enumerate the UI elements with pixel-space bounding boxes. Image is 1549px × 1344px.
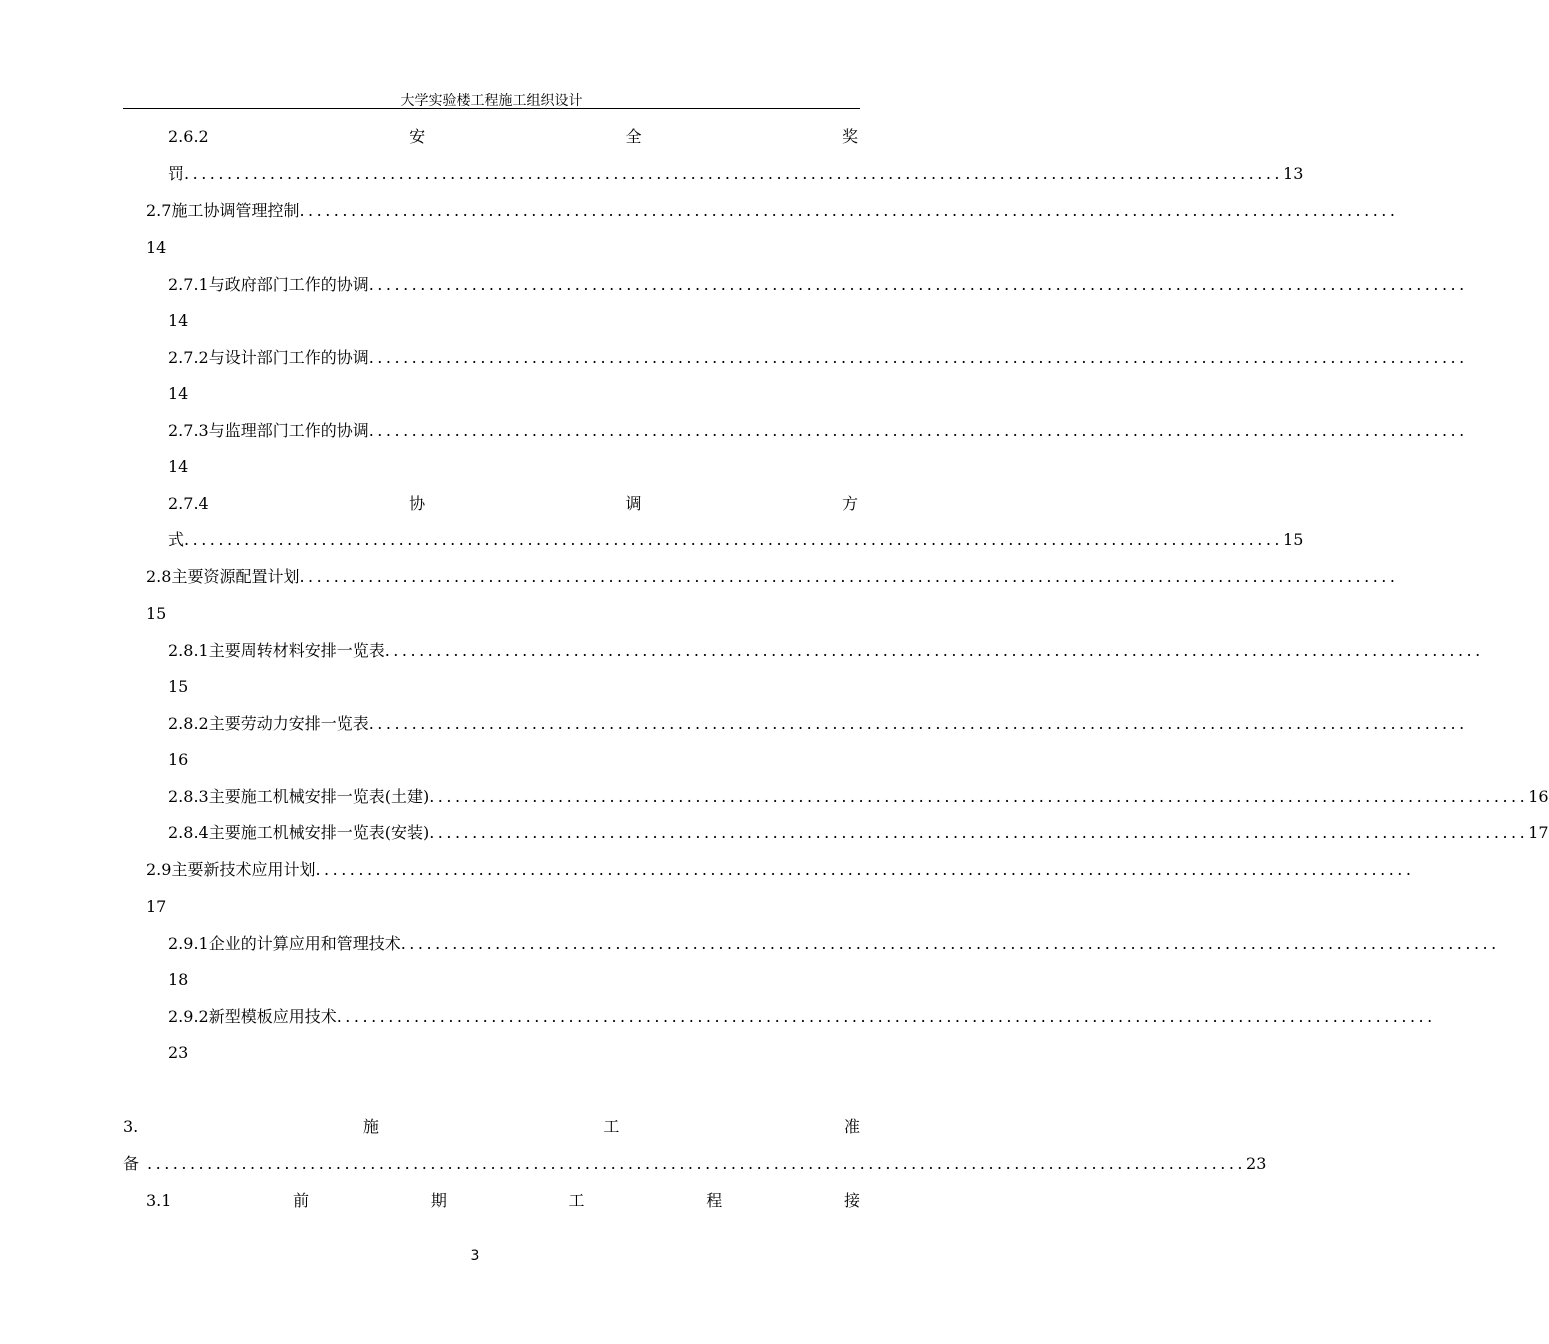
toc-char: 全 (625, 127, 642, 146)
toc-entry-2-9-2[interactable] (168, 1006, 1436, 1028)
toc-char: 期 (430, 1191, 447, 1210)
header-rule (123, 108, 860, 109)
toc-page-number: 16 (168, 750, 189, 769)
toc-label: 2.8.3主要施工机械安排一览表(土建) (168, 787, 430, 806)
toc-entry-2-7[interactable] (146, 200, 1399, 222)
toc-entry-2-7-2[interactable] (168, 347, 1468, 369)
footer-page-number: 3 (470, 1248, 480, 1264)
toc-label: 2.9.1企业的计算应用和管理技术 (168, 934, 401, 953)
toc-label: 2.7.3与监理部门工作的协调 (168, 421, 369, 440)
toc-page-number: 15 (146, 604, 167, 623)
toc-leader: ................................................................................................................................ (336, 1007, 1436, 1026)
toc-entry-2-8[interactable] (146, 566, 1399, 588)
toc-page-number: 14 (146, 238, 167, 257)
toc-entry-3-1[interactable] (146, 1190, 860, 1212)
toc-entry-3-cont[interactable] (123, 1153, 1267, 1175)
toc-leader: ................................................................................................................................ (429, 823, 1529, 842)
toc-label: 2.7.2与设计部门工作的协调 (168, 348, 369, 367)
page-header-title: 大学实验楼工程施工组织设计 (400, 93, 583, 109)
toc-page-number: 17 (146, 897, 167, 916)
toc-page-number: 14 (168, 311, 189, 330)
toc-label: 备 (123, 1154, 140, 1173)
toc-label: 2.7施工协调管理控制 (146, 201, 300, 220)
toc-char: 调 (625, 494, 642, 513)
toc-leader: ................................................................................................................................ (368, 421, 1468, 440)
toc-entry-2-6-2-cont[interactable] (168, 163, 1304, 185)
toc-entry-2-7-4[interactable] (168, 493, 858, 515)
toc-label: 式 (168, 530, 185, 549)
toc-leader: ................................................................................................................................ (429, 787, 1529, 806)
toc-label: 2.8.1主要周转材料安排一览表 (168, 641, 385, 660)
toc-char: 协 (409, 494, 426, 513)
toc-char: 奖 (841, 127, 858, 146)
toc-leader: ................................................................................................................................ (299, 567, 1399, 586)
toc-char: 施 (362, 1117, 379, 1136)
toc-leader: ................................................................................................................................ (299, 201, 1399, 220)
toc-entry-2-8-2[interactable] (168, 713, 1468, 735)
toc-char: 前 (293, 1191, 310, 1210)
toc-entry-2-9[interactable] (146, 859, 1415, 881)
toc-char: 工 (568, 1191, 585, 1210)
toc-entry-2-7-4-cont[interactable] (168, 529, 1304, 551)
toc-entry-2-8-3[interactable] (168, 786, 1549, 808)
toc-leader: ................................................................................................................................ (315, 860, 1415, 879)
toc-leader: ................................................................................................................................ (184, 164, 1284, 183)
toc-page-number: 23 (1246, 1154, 1267, 1173)
toc-entry-2-7-3[interactable] (168, 420, 1468, 442)
toc-leader: ................................................................................................................................ (147, 1154, 1247, 1173)
toc-entry-3[interactable] (123, 1116, 860, 1138)
toc-number: 2.6.2 (168, 127, 209, 146)
toc-label: 2.8主要资源配置计划 (146, 567, 300, 586)
toc-leader: ................................................................................................................................ (400, 934, 1500, 953)
toc-number: 3.1 (146, 1191, 172, 1210)
toc-char: 工 (603, 1117, 620, 1136)
toc-label: 2.7.1与政府部门工作的协调 (168, 275, 369, 294)
toc-label: 2.9主要新技术应用计划 (146, 860, 316, 879)
toc-leader: ................................................................................................................................ (184, 530, 1284, 549)
toc-page-number: 17 (1528, 823, 1549, 842)
toc-char: 安 (409, 127, 426, 146)
toc-entry-2-9-1[interactable] (168, 933, 1500, 955)
toc-entry-2-8-4[interactable] (168, 822, 1549, 844)
toc-number: 3. (123, 1117, 139, 1136)
toc-page-number: 16 (1528, 787, 1549, 806)
toc-leader: ................................................................................................................................ (384, 641, 1484, 660)
toc-page-number: 15 (168, 677, 189, 696)
toc-leader: ................................................................................................................................ (368, 275, 1468, 294)
toc-page-number: 18 (168, 970, 189, 989)
toc-page-number: 14 (168, 384, 189, 403)
toc-number: 2.7.4 (168, 494, 209, 513)
toc-page-number: 13 (1283, 164, 1304, 183)
toc-leader: ................................................................................................................................ (368, 714, 1468, 733)
toc-page-number: 14 (168, 457, 189, 476)
toc-entry-2-7-1[interactable] (168, 274, 1468, 296)
toc-char: 接 (843, 1191, 860, 1210)
toc-entry-2-8-1[interactable] (168, 640, 1484, 662)
toc-label: 2.8.2主要劳动力安排一览表 (168, 714, 369, 733)
toc-page-number: 23 (168, 1043, 189, 1062)
toc-label: 罚 (168, 164, 185, 183)
toc-label: 2.8.4主要施工机械安排一览表(安装) (168, 823, 430, 842)
toc-page-number: 15 (1283, 530, 1304, 549)
toc-entry-2-6-2[interactable] (168, 126, 858, 148)
toc-label: 2.9.2新型模板应用技术 (168, 1007, 337, 1026)
toc-leader: ................................................................................................................................ (368, 348, 1468, 367)
toc-char: 程 (706, 1191, 723, 1210)
toc-char: 方 (841, 494, 858, 513)
toc-char: 准 (843, 1117, 860, 1136)
